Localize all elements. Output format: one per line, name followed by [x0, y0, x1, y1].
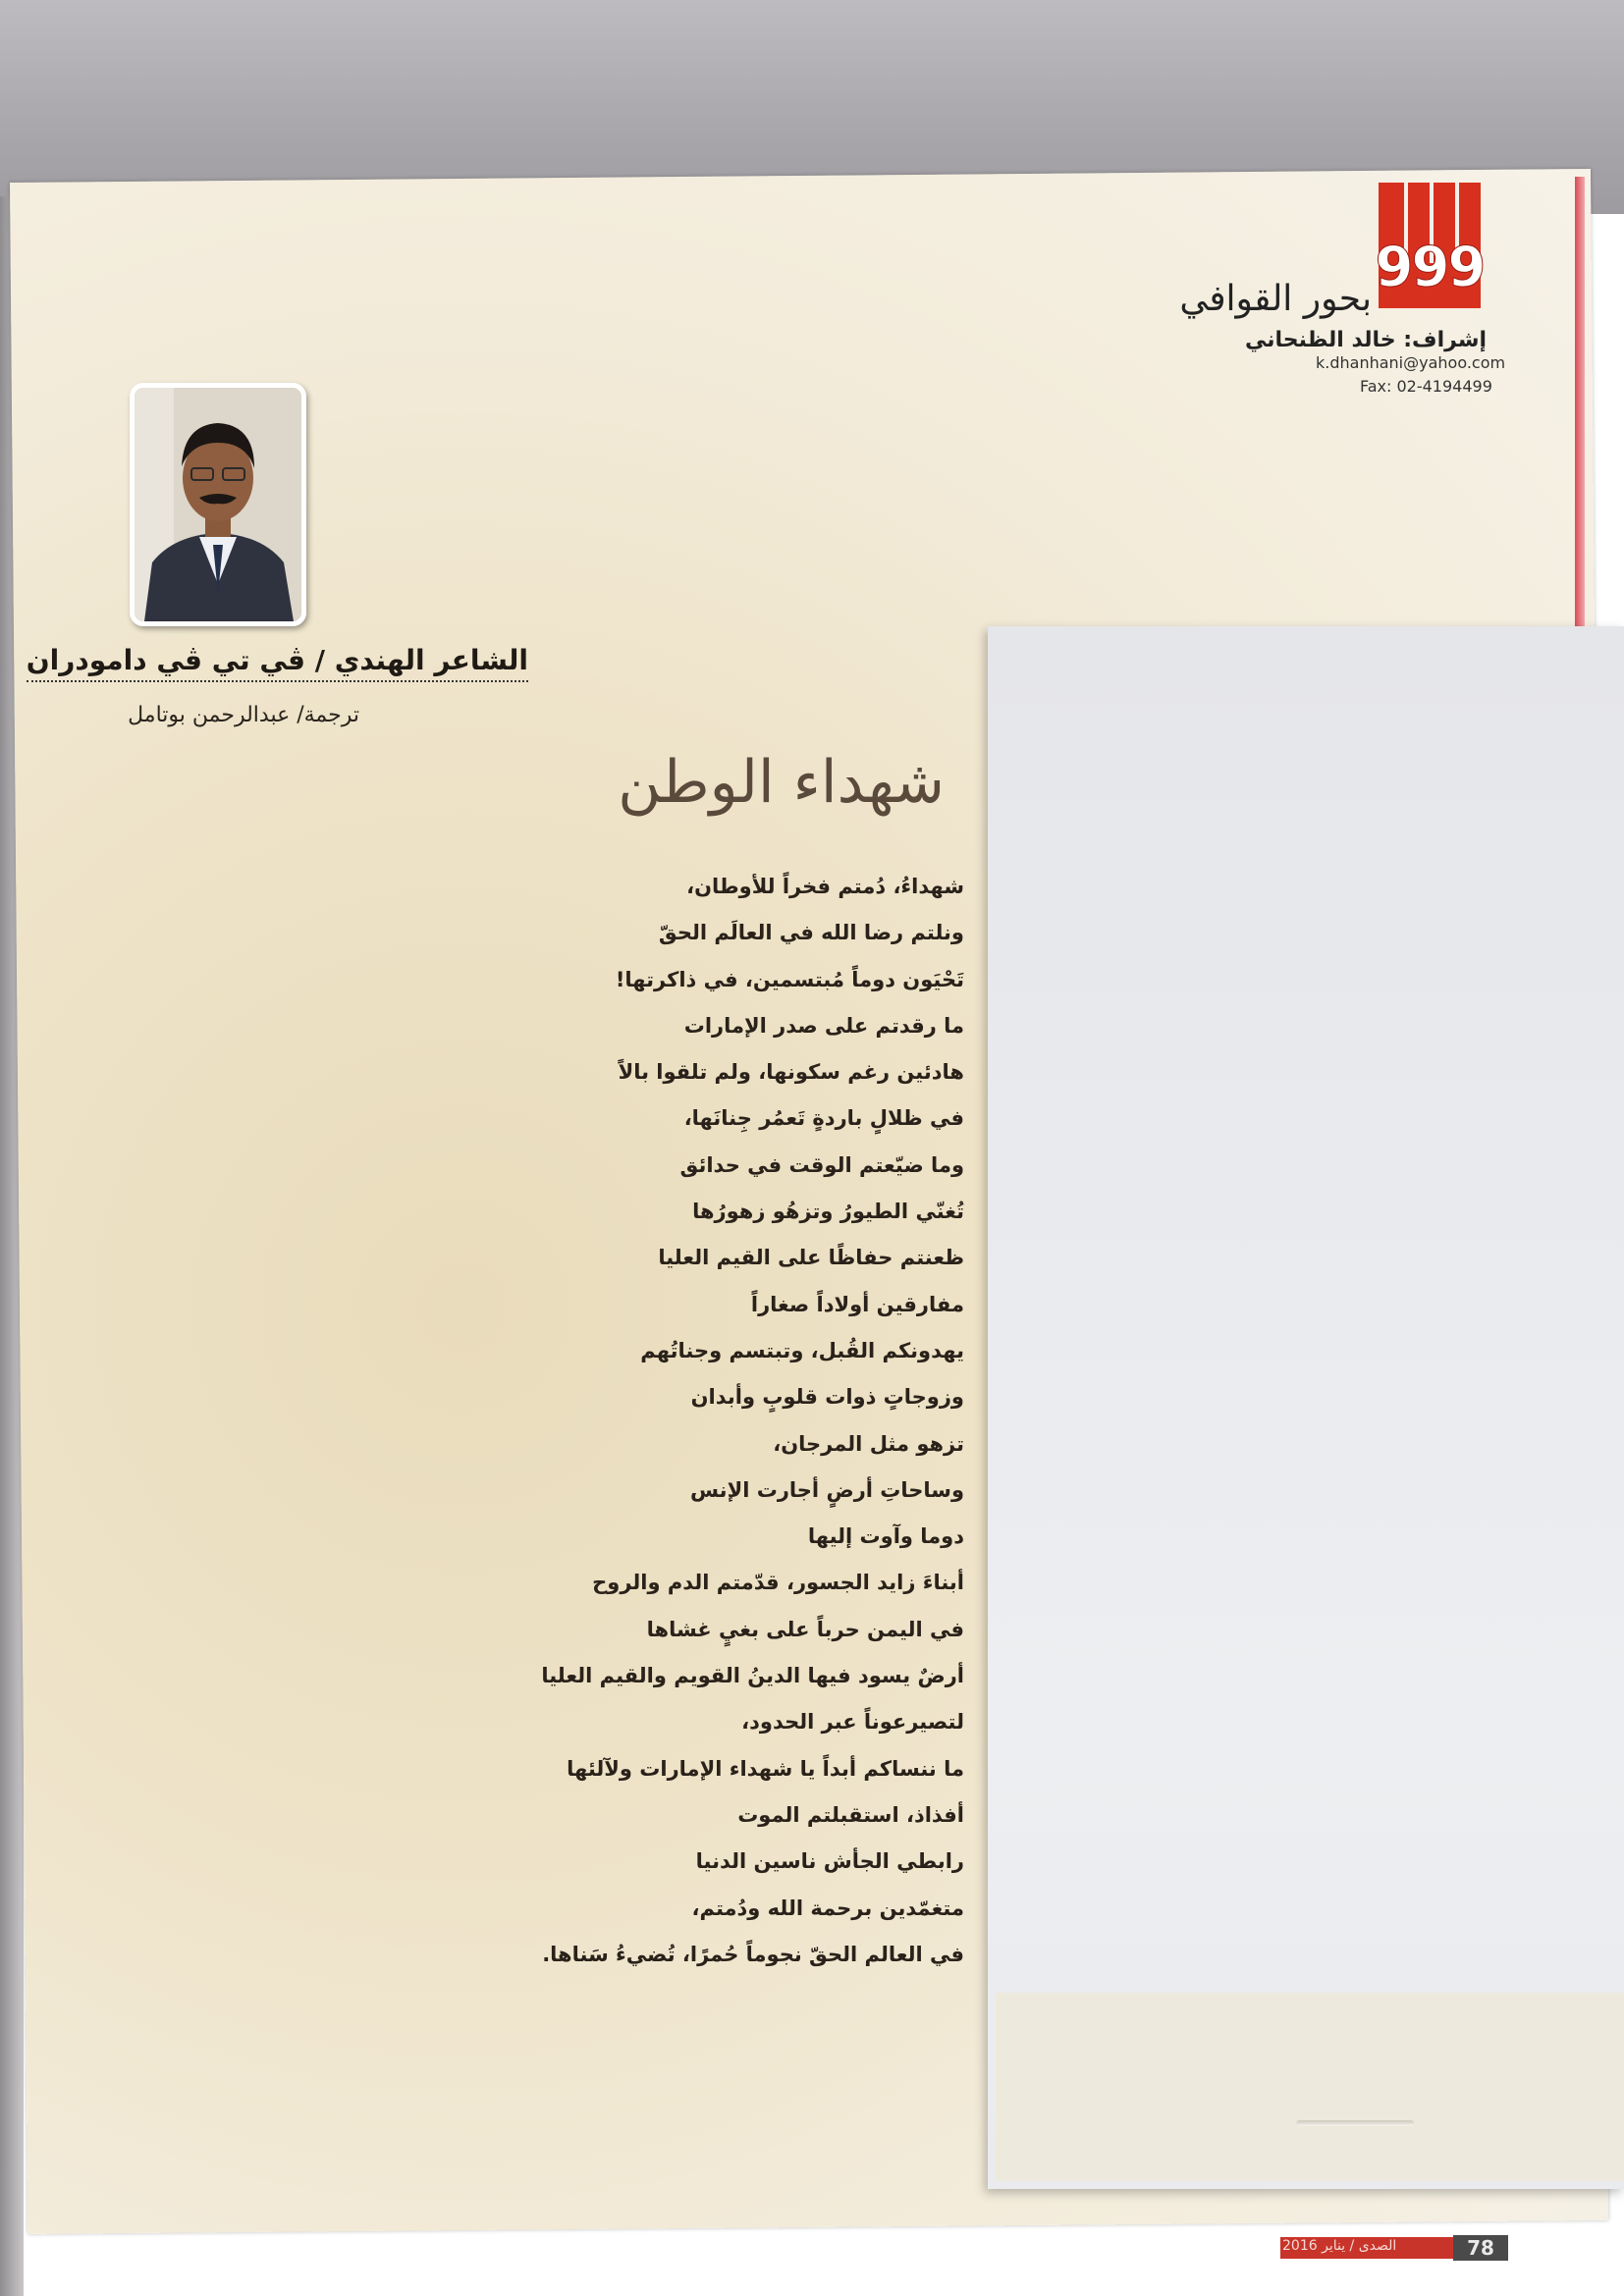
poem-line: ظعنتم حفاظًا على القيم العليا	[658, 1246, 964, 1270]
insert-card-crease	[1296, 2120, 1414, 2126]
poem-line: وساحاتِ أرضٍ أجارت الإنس	[690, 1477, 964, 1502]
footer-issue-text: الصدى / يناير 2016	[1282, 2238, 1397, 2254]
poem-line: متغمّدين برحمة الله ودُمتم،	[691, 1896, 964, 1920]
page-number: 78	[1467, 2236, 1494, 2260]
contact-email: k.dhanhani@yahoo.com	[1316, 353, 1506, 372]
poem-body	[454, 864, 964, 1978]
poem-line: وزوجاتٍ ذوات قلوبٍ وأبدان	[690, 1385, 964, 1410]
poem-line: ما ننساكم أبداً يا شهداء الإمارات ولآلئها	[567, 1756, 964, 1781]
poem-line: تَحْيَون دوماً مُبتسمين، في ذاكرتها!	[615, 967, 964, 991]
blank-insert-card	[988, 626, 1624, 2189]
logo-number: 999	[1375, 236, 1485, 299]
poet-name: الشاعر الهندي / ڤي تي ڤي دامودران	[27, 644, 528, 682]
section-title: بحور القوافي	[1179, 279, 1372, 319]
poem-line: دوما وآوت إليها	[807, 1524, 964, 1549]
poem-line: ما رقدتم على صدر الإمارات	[683, 1013, 964, 1038]
poem-line: يهدونكم القُبل، وتبتسم وجناتُهم	[640, 1338, 964, 1362]
translator-credit: ترجمة/ عبدالرحمن بوتامل	[128, 703, 359, 727]
insert-card-bottom-strip	[996, 1993, 1624, 2181]
poem-line: شهداءُ، دُمتم فخراً للأوطان،	[686, 875, 964, 898]
contact-fax: Fax: 02-4194499	[1360, 377, 1492, 396]
poet-portrait-image	[135, 388, 301, 621]
poem-line: في ظلالٍ باردةٍ تَعمُر جِنانَها،	[683, 1106, 964, 1131]
poem-line: أفذاذ، استقبلتم الموت	[737, 1802, 964, 1827]
poem-line: وما ضيّعتم الوقت في حدائق	[679, 1152, 964, 1177]
poem-line: مفارقين أولاداً صغاراً	[750, 1292, 964, 1316]
poet-portrait	[130, 383, 306, 626]
poem-line: في العالم الحقّ نجوماً حُمرًا، تُضيءُ سَناها.	[542, 1942, 964, 1966]
poem-line: رابطي الجأش ناسين الدنيا	[695, 1849, 964, 1874]
poem-line: أرضٌ يسود فيها الدينُ القويم والقيم العليا	[541, 1664, 964, 1688]
supervisor-credit: إشراف: خالد الظنحاني	[1244, 328, 1487, 352]
poem-line: هادئين رغم سكونها، ولم تلقوا بالاً	[618, 1060, 964, 1085]
poem-line: تزهو مثل المرجان،	[773, 1431, 964, 1456]
poem-line: لتصيرعوناً عبر الحدود،	[741, 1710, 964, 1735]
poem-line: في اليمن حرباً على بغيٍ غشاها	[646, 1617, 964, 1641]
poem-title: شهداء الوطن	[618, 748, 945, 817]
next-page-edge	[1575, 177, 1585, 638]
poem-line: أبناءَ زايد الجسور، قدّمتم الدم والروح	[592, 1571, 964, 1595]
poem-line: تُغنّي الطيورُ وتزهُو زهورُها	[692, 1200, 964, 1224]
poem-line: ونلتم رضا الله في العالَم الحقّ	[658, 921, 964, 945]
